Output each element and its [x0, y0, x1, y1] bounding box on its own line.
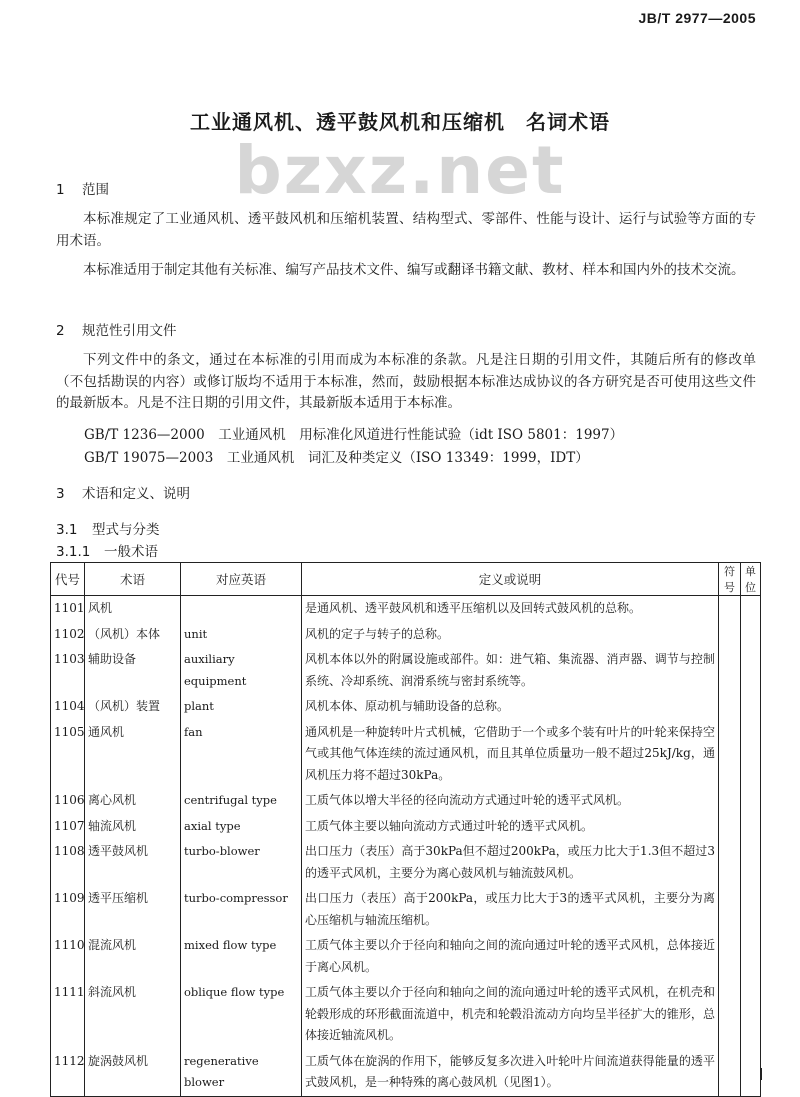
section-2-para: 下列文件中的条文，通过在本标准的引用而成为本标准的条款。凡是注日期的引用文件，其随后所有的修改单（不包括勘误的内容）或修订版均不适用于本标准，然而，鼓励根据本标准达成协议的各方研究是否可使用这些文件的最新版本。凡是不注日期的引用文件，其最新版本适用于本标准。 [56, 352, 756, 411]
standard-number: JB/T 2977—2005 [638, 10, 756, 26]
section-title: 范围 [82, 182, 109, 198]
header-unit: 单位 [741, 563, 761, 596]
section-number: 3.1.1 [56, 544, 91, 560]
row-english: plant [181, 694, 302, 720]
header-definition: 定义或说明 [302, 563, 719, 596]
row-symbol [719, 839, 741, 886]
row-code: 1110 [51, 933, 85, 980]
row-term: 混流风机 [85, 933, 181, 980]
table-row [51, 694, 761, 720]
row-english: unit [181, 622, 302, 648]
table-row [51, 980, 761, 1049]
header-english: 对应英语 [181, 563, 302, 596]
row-unit [741, 814, 761, 840]
row-unit [741, 596, 761, 622]
row-english: turbo-blower [181, 839, 302, 886]
page-edge-mark [761, 1068, 762, 1080]
row-definition: 是通风机、透平鼓风机和透平压缩机以及回转式鼓风机的总称。 [302, 596, 719, 622]
section-3-heading [56, 482, 190, 502]
section-1-heading [56, 178, 109, 198]
row-term: 通风机 [85, 720, 181, 789]
row-symbol [719, 694, 741, 720]
row-unit [741, 1049, 761, 1097]
section-3-1-1-heading [56, 540, 158, 560]
table-row [51, 720, 761, 789]
table-row [51, 886, 761, 933]
row-definition: 通风机是一种旋转叶片式机械，它借助于一个或多个装有叶片的叶轮来保持空气或其他气体连续的流过通风机，而且其单位质量功一般不超过25kJ/kg，通风机压力将不超过30kPa。 [302, 720, 719, 789]
row-term: 离心风机 [85, 788, 181, 814]
reference-1: GB/T 1236—2000 工业通风机 用标准化风道进行性能试验（idt ISO 5801：1997） [84, 427, 624, 443]
table-header-row [51, 563, 761, 596]
table-row [51, 1049, 761, 1097]
header-term: 术语 [85, 563, 181, 596]
row-symbol [719, 980, 741, 1049]
row-definition: 风机本体、原动机与辅助设备的总称。 [302, 694, 719, 720]
row-code: 1109 [51, 886, 85, 933]
row-definition: 风机本体以外的附属设施或部件。如：进气箱、集流器、消声器、调节与控制系统、冷却系统、润滑系统与密封系统等。 [302, 647, 719, 694]
row-symbol [719, 647, 741, 694]
row-code: 1112 [51, 1049, 85, 1097]
row-english [181, 596, 302, 622]
row-code: 1108 [51, 839, 85, 886]
row-symbol [719, 814, 741, 840]
row-term: 辅助设备 [85, 647, 181, 694]
table-row [51, 839, 761, 886]
section-number: 2 [56, 323, 65, 339]
row-code: 1102 [51, 622, 85, 648]
row-unit [741, 886, 761, 933]
table-row [51, 933, 761, 980]
table-row [51, 788, 761, 814]
row-unit [741, 720, 761, 789]
row-english: turbo-compressor [181, 886, 302, 933]
row-term: 斜流风机 [85, 980, 181, 1049]
row-symbol [719, 933, 741, 980]
row-code: 1106 [51, 788, 85, 814]
row-term: （风机）装置 [85, 694, 181, 720]
row-code: 1101 [51, 596, 85, 622]
row-unit [741, 933, 761, 980]
row-term: 轴流风机 [85, 814, 181, 840]
table-row [51, 622, 761, 648]
section-2-heading [56, 319, 177, 339]
row-unit [741, 622, 761, 648]
section-title: 术语和定义、说明 [82, 486, 190, 502]
row-unit [741, 980, 761, 1049]
row-unit [741, 839, 761, 886]
section-title: 型式与分类 [92, 522, 160, 538]
row-term: （风机）本体 [85, 622, 181, 648]
section-number: 3 [56, 486, 65, 502]
row-definition: 工质气体主要以介于径向和轴向之间的流向通过叶轮的透平式风机，总体接近于离心风机。 [302, 933, 719, 980]
section-number: 1 [56, 182, 65, 198]
row-term: 透平压缩机 [85, 886, 181, 933]
table-row [51, 814, 761, 840]
section-1-para-2: 本标准适用于制定其他有关标准、编写产品技术文件、编写或翻译书籍文献、教材、样本和国内外的技术交流。 [83, 262, 745, 278]
row-code: 1111 [51, 980, 85, 1049]
row-symbol [719, 788, 741, 814]
row-code: 1107 [51, 814, 85, 840]
reference-2: GB/T 19075—2003 工业通风机 词汇及种类定义（ISO 13349：1999，IDT） [84, 450, 589, 466]
row-term: 旋涡鼓风机 [85, 1049, 181, 1097]
row-symbol [719, 720, 741, 789]
row-english: mixed flow type [181, 933, 302, 980]
section-title: 规范性引用文件 [82, 323, 177, 339]
row-definition: 工质气体在旋涡的作用下，能够反复多次进入叶轮叶片间流道获得能量的透平式鼓风机，是一种特殊的离心鼓风机（见图1）。 [302, 1049, 719, 1097]
row-english: oblique flow type [181, 980, 302, 1049]
row-unit [741, 647, 761, 694]
document-title: 工业通风机、透平鼓风机和压缩机 名词术语 [190, 110, 610, 134]
table-row [51, 647, 761, 694]
row-term: 透平鼓风机 [85, 839, 181, 886]
row-symbol [719, 1049, 741, 1097]
row-unit [741, 788, 761, 814]
table-row [51, 596, 761, 622]
row-english: auxiliary equipment [181, 647, 302, 694]
row-definition: 工质气体主要以轴向流动方式通过叶轮的透平式风机。 [302, 814, 719, 840]
row-symbol [719, 596, 741, 622]
row-code: 1103 [51, 647, 85, 694]
row-definition: 工质气体以增大半径的径向流动方式通过叶轮的透平式风机。 [302, 788, 719, 814]
row-definition: 工质气体主要以介于径向和轴向之间的流向通过叶轮的透平式风机，在机壳和轮毂形成的环形截面流道中，机壳和轮毂沿流动方向均呈半径扩大的锥形，总体接近轴流风机。 [302, 980, 719, 1049]
watermark: bzxz.net [234, 132, 566, 209]
terms-table [50, 562, 761, 1097]
section-3-1-heading [56, 518, 160, 538]
row-symbol [719, 886, 741, 933]
row-definition: 出口压力（表压）高于30kPa但不超过200kPa，或压力比大于1.3但不超过3的透平式风机，主要分为离心鼓风机与轴流鼓风机。 [302, 839, 719, 886]
header-code: 代号 [51, 563, 85, 596]
row-english: fan [181, 720, 302, 789]
row-definition: 风机的定子与转子的总称。 [302, 622, 719, 648]
row-english: centrifugal type [181, 788, 302, 814]
row-english: axial type [181, 814, 302, 840]
row-unit [741, 694, 761, 720]
row-code: 1105 [51, 720, 85, 789]
row-definition: 出口压力（表压）高于200kPa，或压力比大于3的透平式风机，主要分为离心压缩机与轴流压缩机。 [302, 886, 719, 933]
row-symbol [719, 622, 741, 648]
section-title: 一般术语 [104, 544, 158, 560]
section-1-para-1: 本标准规定了工业通风机、透平鼓风机和压缩机装置、结构型式、零部件、性能与设计、运行与试验等方面的专用术语。 [56, 211, 756, 249]
row-term: 风机 [85, 596, 181, 622]
row-code: 1104 [51, 694, 85, 720]
header-symbol: 符号 [719, 563, 741, 596]
section-number: 3.1 [56, 522, 78, 538]
row-english: regenerative blower [181, 1049, 302, 1097]
